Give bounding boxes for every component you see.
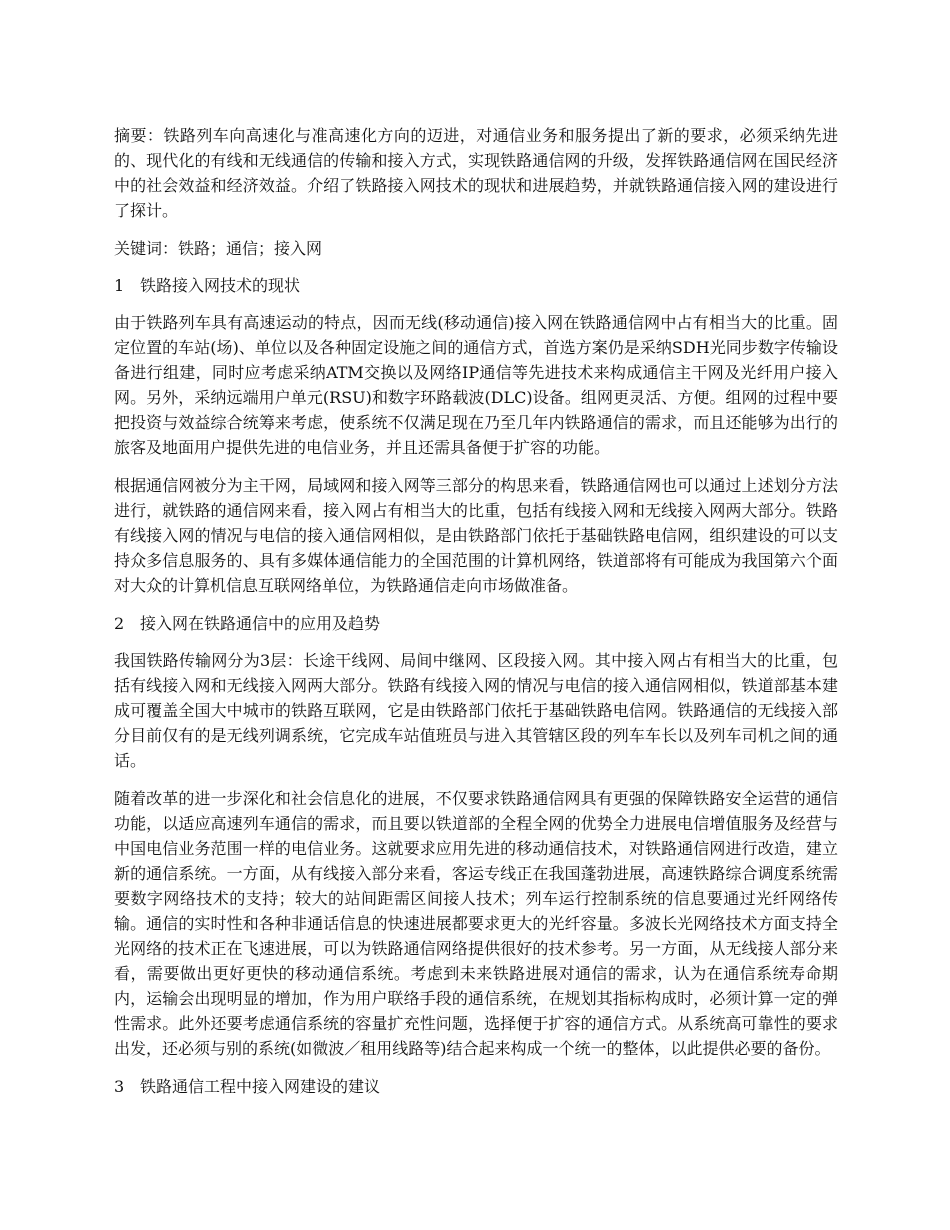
section-number: 3 — [114, 1077, 125, 1096]
section-number: 1 — [114, 276, 125, 295]
section-title: 铁路接入网技术的现状 — [140, 276, 301, 295]
body-paragraph: 由于铁路列车具有高速运动的特点，因而无线(移动通信)接入网在铁路通信网中占有相当大的比重。固定位置的车站(场)、单位以及各种固定设施之间的通信方式，首选方案仍是采纳SDH光同步数字传输设备进行组建，同时应考虑采纳ATM交换以及网络IP通信等先进技术来构成通信主干网及光纤用户接入网。另外，采纳远端用户单元(RSU)和数字环路载波(DLC)设备。组网更灵活、方便。组网的过程中要把投资与效益综合统筹来考虑，使系统不仅满足现在乃至几年内铁路通信的需求，而且还能够为出行的旅客及地面用户提供先进的电信业务，并且还需具备便于扩容的功能。 — [114, 313, 838, 457]
section-heading-3 — [114, 1074, 838, 1099]
section-heading-1 — [114, 273, 838, 298]
keywords-line: 关键词：铁路；通信；接入网 — [114, 239, 323, 258]
document-body — [114, 123, 838, 1111]
body-paragraph: 随着改革的进一步深化和社会信息化的进展，不仅要求铁路通信网具有更强的保障铁路安全运营的通信功能，以适应高速列车通信的需求，而且要以铁道部的全程全网的优势全力进展电信增值服务及经营与中国电信业务范围一样的电信业务。这就要求应用先进的移动通信技术，对铁路通信网进行改造，建立新的通信系统。一方面，从有线接入部分来看，客运专线正在我国蓬勃进展，高速铁路综合调度系统需要数字网络技术的支持；较大的站间距需区间接人技术；列车运行控制系统的信息要通过光纤网络传输。通信的实时性和各种非通话信息的快速进展都要求更大的光纤容量。多波长光网络技术方面支持全光网络的技术正在飞速进展，可以为铁路通信网络提供很好的技术参考。另一方面，从无线接人部分来看，需要做出更好更快的移动通信系统。考虑到未来铁路进展对通信的需求，认为在通信系统寿命期内，运输会出现明显的增加，作为用户联络手段的通信系统，在规划其指标构成时，必须计算一定的弹性需求。此外还要考虑通信系统的容量扩充性问题，选择便于扩容的通信方式。从系统高可靠性的要求出发，还必须与别的系统(如微波／租用线路等)结合起来构成一个统一的整体，以此提供必要的备份。 — [114, 789, 838, 1058]
body-paragraph: 根据通信网被分为主干网，局域网和接入网等三部分的构思来看，铁路通信网也可以通过上述划分方法进行，就铁路的通信网来看，接入网占有相当大的比重，包括有线接入网和无线接入网两大部分。铁路有线接入网的情况与电信的接入通信网相似，是由铁路部门依托于基础铁路电信网，组织建设的可以支持众多信息服务的、具有多媒体通信能力的全国范围的计算机网络，铁道部将有可能成为我国第六个面对大众的计算机信息互联网络单位，为铁路通信走向市场做准备。 — [114, 476, 838, 595]
body-paragraph: 我国铁路传输网分为3层：长途干线网、局间中继网、区段接入网。其中接入网占有相当大的比重，包括有线接入网和无线接入网两大部分。铁路有线接入网的情况与电信的接入通信网相似，铁道部基本建成可覆盖全国大中城市的铁路互联网，它是由铁路部门依托于基础铁路电信网。铁路通信的无线接入部分目前仅有的是无线列调系统，它完成车站值班员与进入其管辖区段的列车车长以及列车司机之间的通话。 — [114, 651, 838, 770]
section-title: 铁路通信工程中接入网建设的建议 — [140, 1077, 381, 1096]
section-heading-2 — [114, 611, 838, 636]
section-number: 2 — [114, 614, 125, 633]
section-title: 接入网在铁路通信中的应用及趋势 — [140, 614, 381, 633]
abstract-paragraph: 摘要：铁路列车向高速化与准高速化方向的迈进，对通信业务和服务提出了新的要求，必须采纳先进的、现代化的有线和无线通信的传输和接入方式，实现铁路通信网的升级，发挥铁路通信网在国民经济中的社会效益和经济效益。介绍了铁路接入网技术的现状和进展趋势，并就铁路通信接入网的建设进行了探计。 — [114, 126, 838, 220]
